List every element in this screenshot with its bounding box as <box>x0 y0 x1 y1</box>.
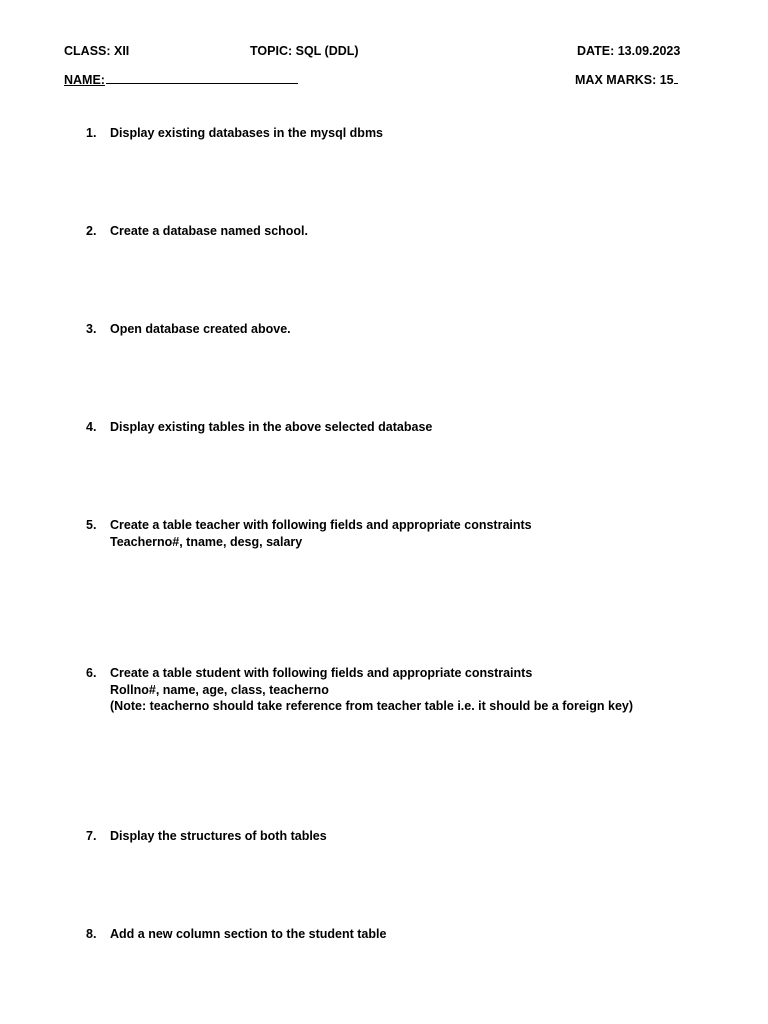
question-line: (Note: teacherno should take reference from teacher table i.e. it should be a foreign key) <box>110 699 634 713</box>
question-4 <box>86 419 432 436</box>
question-8 <box>86 926 386 943</box>
name-label: NAME: <box>64 73 105 87</box>
question-number: 3. <box>86 322 97 336</box>
question-7 <box>86 828 327 845</box>
question-text <box>110 828 327 845</box>
question-1 <box>86 125 383 142</box>
name-blank-line <box>106 71 298 84</box>
question-line: Create a table student with following fields and appropriate constraints <box>110 666 533 680</box>
question-5 <box>86 517 532 550</box>
question-line: Display existing databases in the mysql dbms <box>110 126 384 140</box>
question-line: Create a table teacher with following fields and appropriate constraints <box>110 518 532 532</box>
question-line: Rollno#, name, age, class, teacherno <box>110 682 329 697</box>
question-text <box>110 926 386 943</box>
max-marks-blank-line <box>674 71 678 84</box>
question-text <box>110 517 532 550</box>
question-line: Display the structures of both tables <box>110 829 327 843</box>
date-label: DATE: 13.09.2023 <box>577 44 681 58</box>
question-text <box>110 223 308 240</box>
question-number: 1. <box>86 126 97 140</box>
question-line: Display existing tables in the above selected database <box>110 420 433 434</box>
topic-label: TOPIC: SQL (DDL) <box>250 44 359 58</box>
question-line: Open database created above. <box>110 322 291 336</box>
max-marks-label: MAX MARKS: 15 <box>575 73 674 87</box>
question-number: 7. <box>86 829 97 843</box>
name-row <box>64 71 298 88</box>
question-number: 5. <box>86 518 97 532</box>
question-text <box>110 321 291 338</box>
question-2 <box>86 223 308 240</box>
question-text <box>110 665 633 715</box>
question-6 <box>86 665 633 715</box>
question-text <box>110 125 383 142</box>
question-number: 2. <box>86 224 97 238</box>
question-line: Create a database named school. <box>110 224 308 238</box>
question-number: 8. <box>86 927 97 941</box>
question-3 <box>86 321 291 338</box>
class-label: CLASS: XII <box>64 44 130 58</box>
question-number: 6. <box>86 666 97 680</box>
question-text <box>110 419 432 436</box>
max-marks-row <box>575 71 678 88</box>
question-line: Add a new column section to the student table <box>110 927 387 941</box>
question-line: Teacherno#, tname, desg, salary <box>110 534 303 549</box>
question-number: 4. <box>86 420 97 434</box>
